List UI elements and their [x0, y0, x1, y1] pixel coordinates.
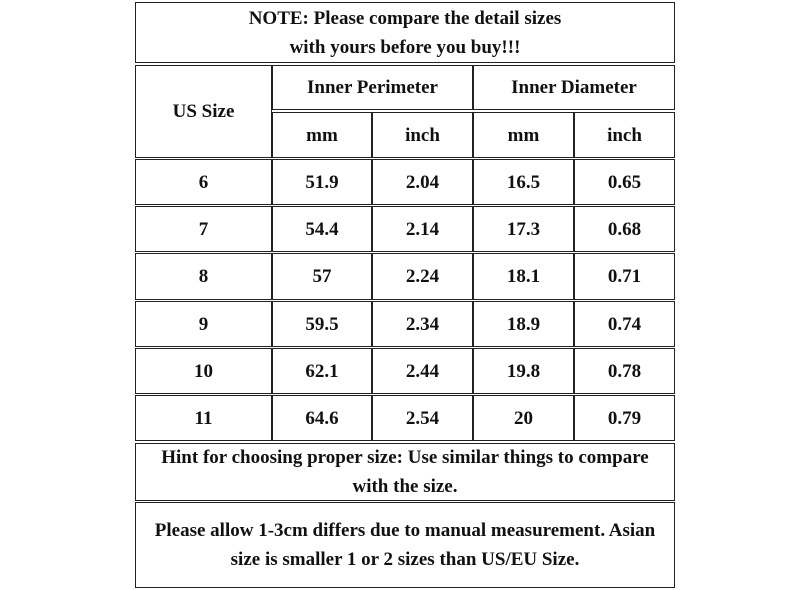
table-cell-diameter-inch: 0.68	[574, 206, 675, 252]
header-inner-diameter: Inner Diameter	[473, 65, 675, 110]
table-cell-perimeter-inch: 2.44	[372, 348, 473, 394]
table-cell-diameter-mm: 19.8	[473, 348, 574, 394]
table-cell-diameter-inch: 0.71	[574, 253, 675, 300]
header-diameter-inch: inch	[574, 112, 675, 158]
hint-text: Hint for choosing proper size: Use similar things to compare with the size.	[161, 447, 649, 497]
table-cell-diameter-inch: 0.65	[574, 159, 675, 205]
header-diameter-mm: mm	[473, 112, 574, 158]
table-cell-perimeter-inch: 2.54	[372, 395, 473, 441]
table-cell-us-size: 11	[135, 395, 272, 441]
header-inner-perimeter: Inner Perimeter	[272, 65, 473, 110]
ring-size-chart	[135, 2, 675, 588]
table-cell-perimeter-mm: 57	[272, 253, 372, 300]
note-line-2: with yours before you buy!!!	[289, 36, 521, 58]
table-cell-us-size: 6	[135, 159, 272, 205]
header-us-size: US Size	[135, 65, 272, 158]
table-cell-us-size: 10	[135, 348, 272, 394]
table-cell-diameter-inch: 0.74	[574, 301, 675, 347]
table-cell-diameter-inch: 0.78	[574, 348, 675, 394]
table-cell-diameter-mm: 17.3	[473, 206, 574, 252]
table-cell-diameter-mm: 18.9	[473, 301, 574, 347]
header-perimeter-mm: mm	[272, 112, 372, 158]
table-cell-perimeter-inch: 2.14	[372, 206, 473, 252]
header-perimeter-inch: inch	[372, 112, 473, 158]
table-cell-perimeter-inch: 2.34	[372, 301, 473, 347]
table-cell-perimeter-mm: 51.9	[272, 159, 372, 205]
table-cell-perimeter-mm: 54.4	[272, 206, 372, 252]
table-cell-perimeter-inch: 2.24	[372, 253, 473, 300]
disclaimer-text: Please allow 1-3cm differs due to manual measurement. Asian size is smaller 1 or 2 sizes than US/EU Size.	[154, 520, 656, 570]
table-cell-perimeter-mm: 62.1	[272, 348, 372, 394]
disclaimer-box	[135, 502, 675, 588]
table-cell-us-size: 7	[135, 206, 272, 252]
table-cell-perimeter-mm: 59.5	[272, 301, 372, 347]
table-cell-perimeter-mm: 64.6	[272, 395, 372, 441]
table-cell-us-size: 9	[135, 301, 272, 347]
table-cell-perimeter-inch: 2.04	[372, 159, 473, 205]
table-cell-us-size: 8	[135, 253, 272, 300]
note-line-1: NOTE: Please compare the detail sizes	[248, 7, 562, 29]
table-cell-diameter-mm: 20	[473, 395, 574, 441]
note-box	[135, 2, 675, 63]
table-cell-diameter-mm: 16.5	[473, 159, 574, 205]
table-cell-diameter-mm: 18.1	[473, 253, 574, 300]
hint-box	[135, 443, 675, 501]
table-cell-diameter-inch: 0.79	[574, 395, 675, 441]
